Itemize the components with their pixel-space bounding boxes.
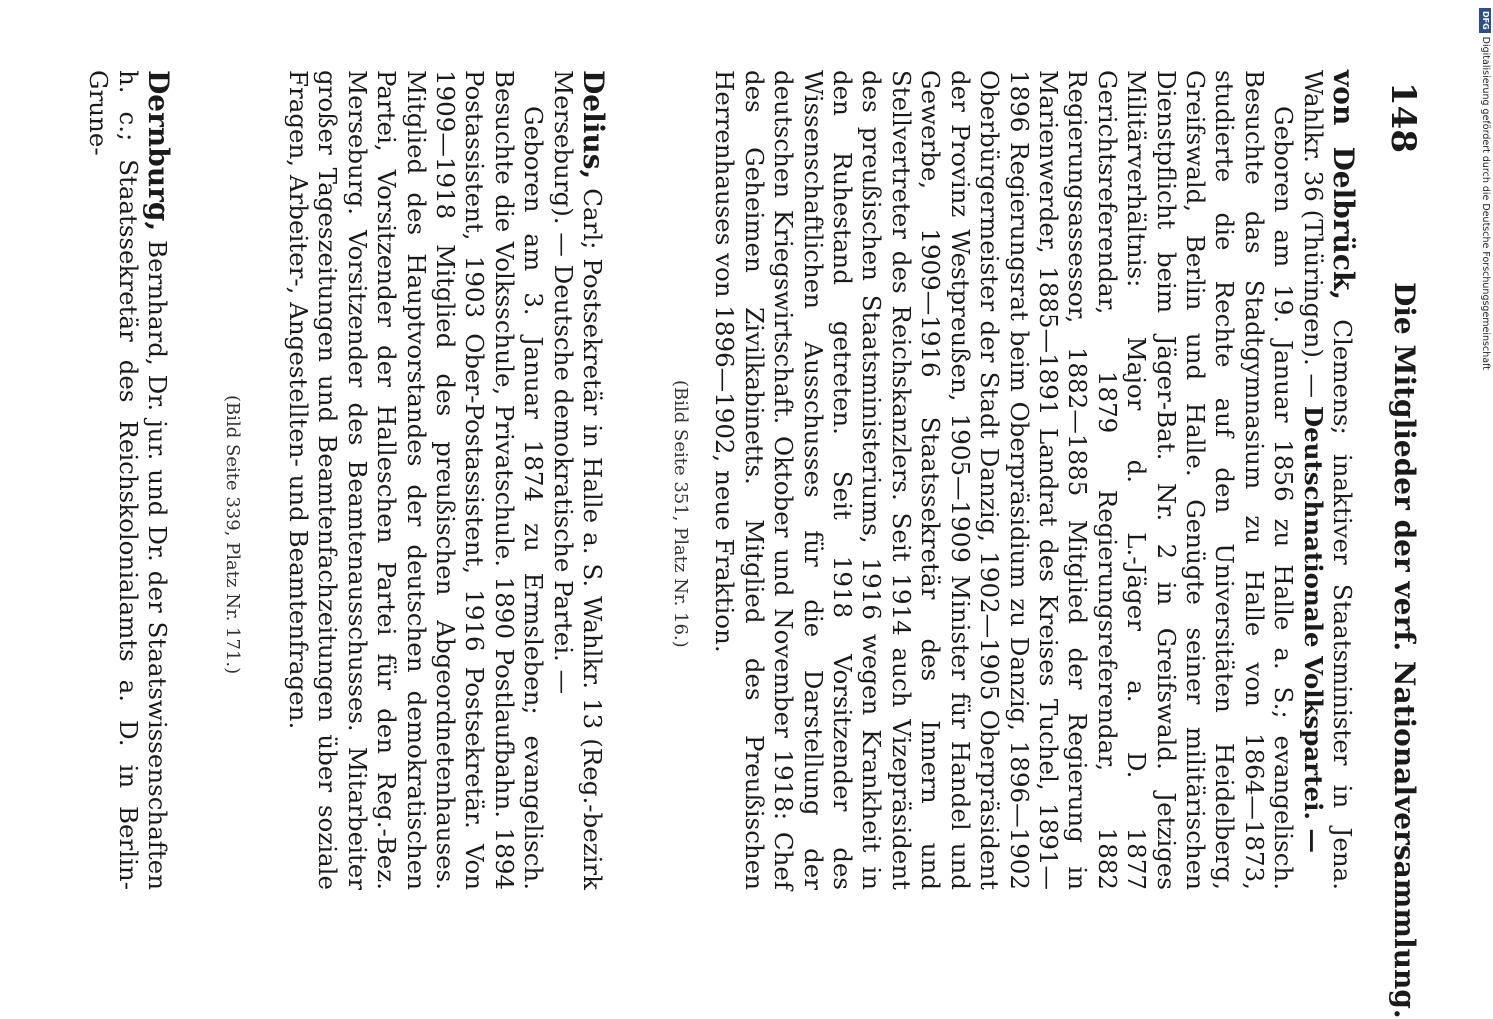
entry-lead: Bernhard, Dr. jur. und Dr. der Staatswissenschaften h. c.; Staatssekretär des Reichskolonialamts a. D. in Berlin-Grune- bbox=[84, 70, 172, 890]
biography-entry-dernburg bbox=[84, 70, 173, 890]
page-number: 148 bbox=[1383, 82, 1423, 153]
biography-entry-delius bbox=[284, 70, 608, 890]
entry-name: Delius, bbox=[577, 70, 610, 180]
entry-party: Deutschnationale Volkspartei. — bbox=[1298, 405, 1328, 853]
page-header bbox=[1383, 82, 1423, 1019]
entry-lead: Carl; Postsekretär in Halle a. S. Wahlkr. 13 (Reg.-bezirk Merseburg). — Deutsche demokratische Partei. — bbox=[548, 70, 607, 890]
entry-heading bbox=[1298, 70, 1358, 890]
entry-heading bbox=[84, 70, 173, 890]
dfg-logo: DFG bbox=[1479, 8, 1491, 33]
digitization-credit bbox=[1478, 8, 1492, 398]
entry-body: Geboren am 3. Januar 1874 zu Ermsleben; evangelisch. Besuchte die Volksschule, Privatschule. 1890 Postlaufbahn. 1894 Postassistent, 1903 Ober-Postassistent, 1916 Postsekretär. Von 1909—1918 Mitglied des preußischen Abgeordnetenhauses. Mitglied des Hauptvorstandes der deutschen demokratischen Partei, Vorsitzender der Halleschen Partei für den Reg.-Bez. Merseburg. Vorsitzender des Beamtenausschusses. Mitarbeiter großer Tageszeitungen und Beamtenfachzeitungen über soziale Fragen, Arbeiter-, Angestellten- und Beamtenfragen. bbox=[283, 70, 549, 890]
image-reference-caption: (Bild Seite 351, Platz Nr. 16.) bbox=[670, 380, 691, 648]
entry-name: von Delbrück, bbox=[1327, 70, 1360, 301]
entry-body: Geboren am 19. Januar 1856 zu Halle a. S.; evangelisch. Besuchte das Stadtgymnasium zu Halle von 1864—1873, studierte die Rechte auf den Universitäten Heidelberg, Greifswald, Berlin und Halle. Genügte seiner militärischen Dienstpflicht beim Jäger-Bat. Nr. 2 in Greifswald. Jetziges Militärverhältnis: Major d. L.-Jäger a. D. 1877 Gerichtsreferendar, 1879 Regierungsreferendar, 1882 Regierungsassessor, 1882—1885 Mitglied der Regierung in Marienwerder, 1885—1891 Landrat des Kreises Tuchel, 1891—1896 Regierungsrat beim Oberpräsidium zu Danzig, 1896—1902 Oberbürgermeister der Stadt Danzig, 1902—1905 Oberpräsident der Provinz Westpreußen, 1905—1909 Minister für Handel und Gewerbe, 1909—1916 Staatssekretär des Innern und Stellvertreter des Reichskanzlers. Seit 1914 auch Vizepräsident des preußischen Staatsministeriums, 1916 wegen Krankheit in den Ruhestand getreten. Seit 1918 Vorsitzender des Wissenschaftlichen Ausschusses für die Darstellung der deutschen Kriegswirtschaft. Oktober und November 1918: Chef des Geheimen Zivilkabinetts. Mitglied des Preußischen Herrenhauses von 1896—1902, neue Fraktion. bbox=[710, 70, 1299, 890]
running-head: Die Mitglieder der verf. Nationalversammlung. bbox=[1388, 282, 1421, 1019]
credit-text: Digitalisierung gefördert durch die Deutsche Forschungsgemeinschaft bbox=[1480, 36, 1491, 370]
entry-name: Dernburg, bbox=[142, 70, 175, 232]
biography-entry-delbrueck bbox=[710, 70, 1358, 890]
image-reference-caption: (Bild Seite 339, Platz Nr. 171.) bbox=[222, 395, 243, 675]
entry-lead: Clemens; inaktiver Staatsminister in Jena. Wahlkr. 36 (Thüringen). — bbox=[1298, 70, 1357, 890]
entry-heading bbox=[548, 70, 608, 890]
